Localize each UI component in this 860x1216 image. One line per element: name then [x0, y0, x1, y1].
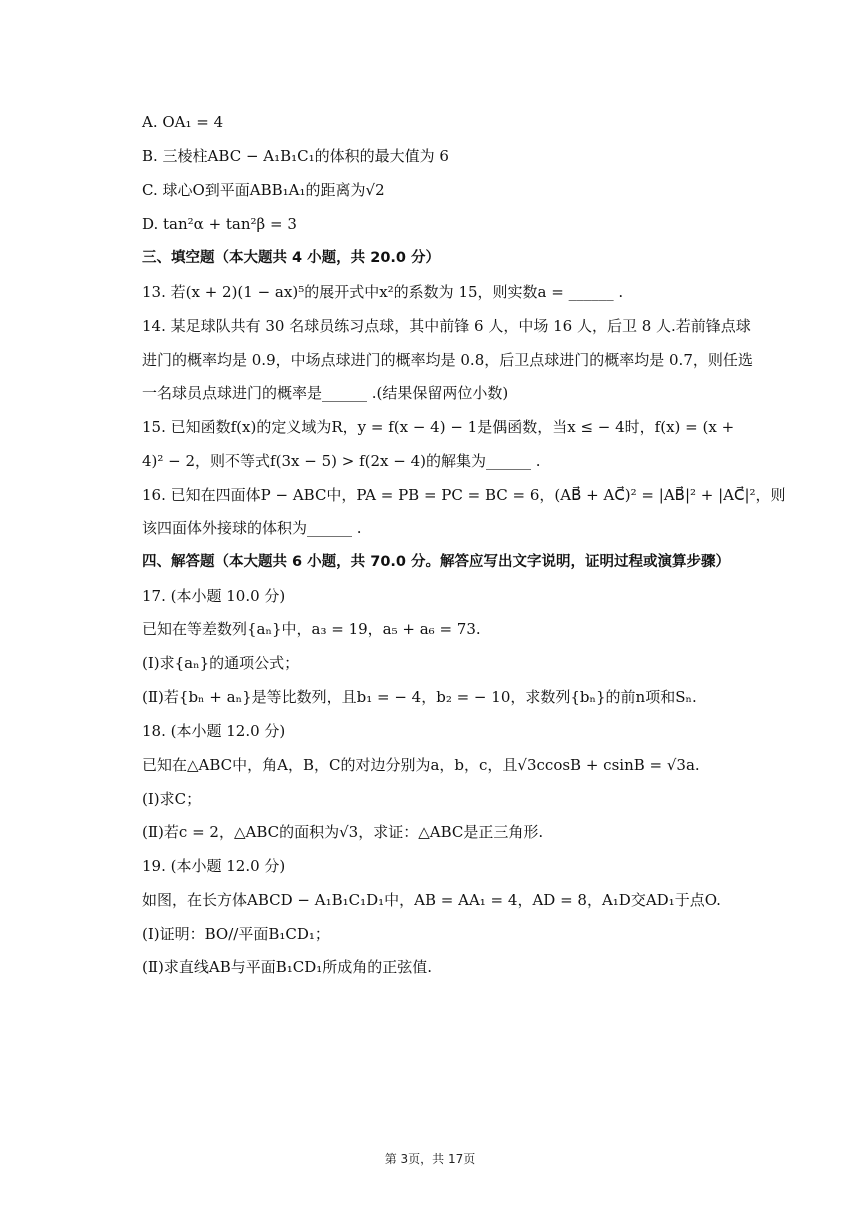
question-17-header: 17. (本小题 10.0 分): [142, 587, 286, 605]
question-16-line-1: 16. 已知在四面体P − ABC中，PA = PB = PC = BC = 6，(AB⃗ + AC⃗)² = |AB⃗|² + |AC⃗|²，则: [142, 486, 786, 504]
option-a: A. OA₁ = 4: [142, 113, 224, 131]
question-17-part-2: (Ⅱ)若{bₙ + aₙ}是等比数列，且b₁ = − 4，b₂ = − 10，求数列{bₙ}的前n项和Sₙ.: [142, 688, 697, 706]
question-18-stem: 已知在△ABC中，角A，B，C的对边分别为a，b，c，且√3ccosB + csinB = √3a.: [142, 756, 700, 774]
section-3-title: 三、填空题（本大题共 4 小题，共 20.0 分）: [142, 250, 441, 266]
question-19-part-1: (Ⅰ)证明：BO//平面B₁CD₁；: [142, 925, 330, 943]
question-17-stem: 已知在等差数列{aₙ}中，a₃ = 19，a₅ + a₆ = 73.: [142, 620, 481, 638]
question-18-part-2: (Ⅱ)若c = 2，△ABC的面积为√3，求证：△ABC是正三角形.: [142, 823, 544, 841]
section-4-title: 四、解答题（本大题共 6 小题，共 70.0 分。解答应写出文字说明，证明过程或演算步骤）: [142, 554, 731, 570]
page-footer: 第 3页，共 17页: [384, 1152, 476, 1166]
question-19-header: 19. (本小题 12.0 分): [142, 857, 286, 875]
question-15-line-2: 4)² − 2，则不等式f(3x − 5) > f(2x − 4)的解集为______ .: [142, 452, 541, 470]
question-14-line-3: 一名球员点球进门的概率是______ .(结果保留两位小数): [142, 384, 509, 402]
question-18-part-1: (Ⅰ)求C；: [142, 790, 202, 808]
question-16-line-2: 该四面体外接球的体积为______ .: [142, 519, 362, 537]
option-b: B. 三棱柱ABC − A₁B₁C₁的体积的最大值为 6: [142, 147, 449, 165]
question-19-part-2: (Ⅱ)求直线AB与平面B₁CD₁所成角的正弦值.: [142, 958, 433, 976]
option-c: C. 球心O到平面ABB₁A₁的距离为√2: [142, 181, 385, 199]
question-19-stem: 如图，在长方体ABCD − A₁B₁C₁D₁中，AB = AA₁ = 4，AD = 8，A₁D交AD₁于点O.: [142, 891, 721, 909]
question-14-line-2: 进门的概率均是 0.9，中场点球进门的概率均是 0.8，后卫点球进门的概率均是 0.7，则任选: [142, 351, 753, 369]
question-14-line-1: 14. 某足球队共有 30 名球员练习点球，其中前锋 6 人，中场 16 人，后卫 8 人.若前锋点球: [142, 317, 751, 335]
option-d: D. tan²α + tan²β = 3: [142, 215, 297, 233]
question-13: 13. 若(x + 2)(1 − ax)⁵的展开式中x²的系数为 15，则实数a = ______ .: [142, 283, 624, 301]
question-17-part-1: (Ⅰ)求{aₙ}的通项公式；: [142, 654, 300, 672]
question-18-header: 18. (本小题 12.0 分): [142, 722, 286, 740]
question-15-line-1: 15. 已知函数f(x)的定义域为R，y = f(x − 4) − 1是偶函数，当x ≤ − 4时，f(x) = (x +: [142, 418, 735, 436]
